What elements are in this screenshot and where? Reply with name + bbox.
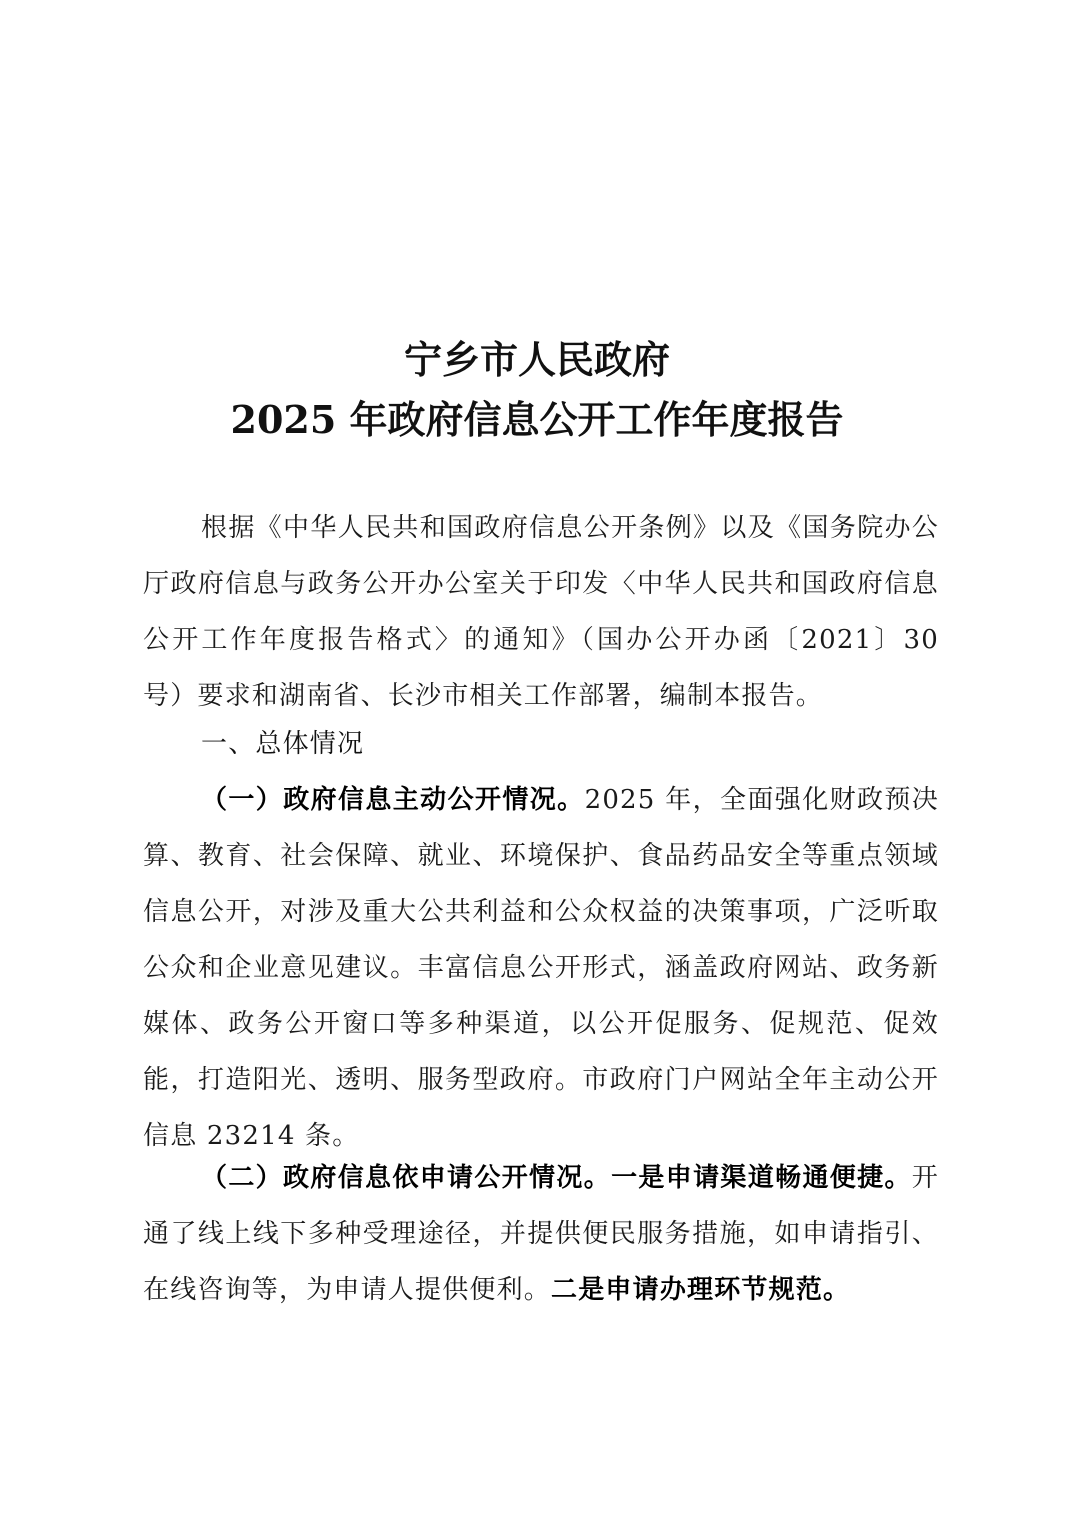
point2-lead: 二是申请办理环节规范。: [551, 1275, 851, 1305]
document-title-line2: 2025 年政府信息公开工作年度报告: [230, 397, 844, 442]
point1-text: 开通了线上线下多种受理途径，并提供便民服务措施，如申请指引、在线咨询等，为申请人提供便利。: [143, 1163, 939, 1305]
section-heading-overall: 一、总体情况: [201, 729, 365, 759]
paragraph-lead-application: （二）政府信息依申请公开情况。: [201, 1163, 612, 1193]
paragraph-lead-proactive: （一）政府信息主动公开情况。: [201, 785, 585, 815]
paragraph-proactive-disclosure: [143, 772, 939, 1164]
paragraph-text-proactive: 2025 年，全面强化财政预决算、教育、社会保障、就业、环境保护、食品药品安全等重点领域信息公开，对涉及重大公共利益和公众权益的决策事项，广泛听取公众和企业意见建议。丰富信息公开形式，涵盖政府网站、政务新媒体、政务公开窗口等多种渠道，以公开促服务、促规范、促效能，打造阳光、透明、服务型政府。市政府门户网站全年主动公开信息 23214 条。: [143, 785, 939, 1151]
document-title-line1: 宁乡市人民政府: [403, 337, 670, 382]
paragraph-application-disclosure: [143, 1150, 939, 1318]
point1-lead: 一是申请渠道畅通便捷。: [611, 1163, 912, 1193]
intro-paragraph: 根据《中华人民共和国政府信息公开条例》以及《国务院办公厅政府信息与政务公开办公室关于印发〈中华人民共和国政府信息公开工作年度报告格式〉的通知》（国办公开办函〔2021〕30 号）要求和湖南省、长沙市相关工作部署，编制本报告。: [143, 513, 939, 711]
